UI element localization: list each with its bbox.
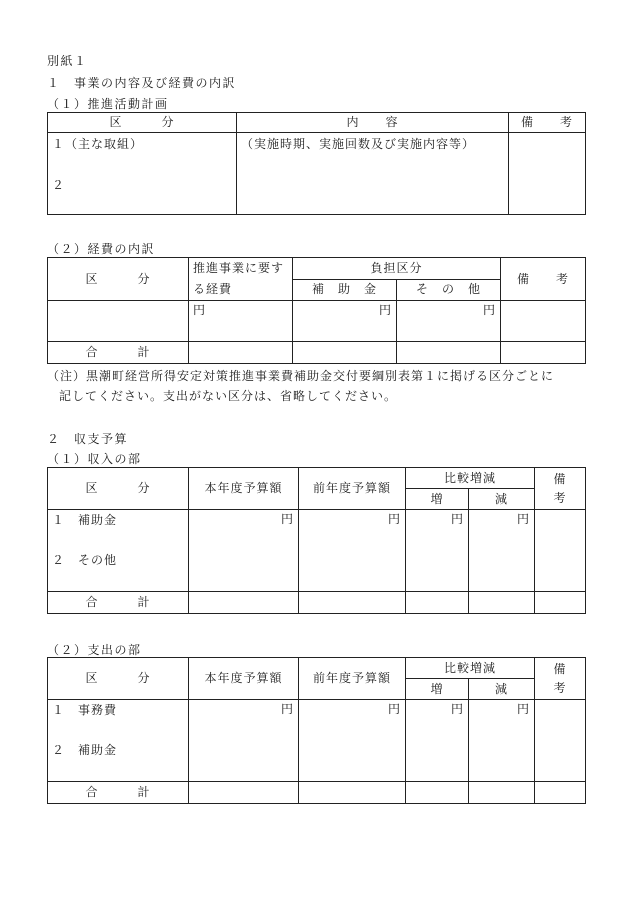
subsection-income-heading: （１）収入の部	[47, 452, 142, 466]
income-total-decrease	[469, 592, 535, 614]
cost-note-line-1: （注）黒潮町経営所得安定対策推進事業費補助金交付要綱別表第１に掲げる区分ごとに	[47, 369, 555, 383]
cost-note	[47, 366, 592, 406]
income-header-previous: 前年度予算額	[299, 468, 406, 510]
income-total-current	[189, 592, 299, 614]
expense-row-2-label: ２ 補助金	[52, 743, 118, 757]
income-total-label: 合 計	[48, 592, 189, 614]
expense-cell-previous: 円	[299, 700, 406, 782]
cost-total-subsidy	[293, 342, 397, 364]
plan-header-content: 内 容	[237, 113, 509, 133]
income-header-current: 本年度予算額	[189, 468, 299, 510]
cost-header-burden: 負担区分	[293, 258, 501, 280]
income-cell-decrease: 円	[469, 510, 535, 592]
plan-header-remarks: 備 考	[509, 113, 586, 133]
expense-total-remarks	[535, 782, 586, 804]
cost-note-line-2: 記してください。支出がない区分は、省略してください。	[59, 389, 398, 403]
cost-cell-other: 円	[397, 301, 501, 342]
expense-cell-current: 円	[189, 700, 299, 782]
income-table	[47, 467, 593, 614]
expense-total-previous	[299, 782, 406, 804]
income-total-remarks	[535, 592, 586, 614]
cost-header-category: 区 分	[48, 258, 189, 301]
plan-cell-remarks	[509, 133, 586, 215]
plan-cell-content	[237, 133, 509, 215]
cost-header-other: そ の 他	[397, 279, 501, 301]
plan-content-hint: （実施時期、実施回数及び実施内容等）	[241, 137, 476, 151]
income-total-increase	[406, 592, 469, 614]
cost-total-required	[189, 342, 293, 364]
income-cell-previous: 円	[299, 510, 406, 592]
expense-header-increase: 増	[406, 679, 469, 700]
expense-header-previous: 前年度予算額	[299, 658, 406, 700]
expense-row-1-label: １ 事務費	[52, 703, 118, 717]
expense-header-category: 区 分	[48, 658, 189, 700]
expense-header-decrease: 減	[469, 679, 535, 700]
income-header-compare: 比較増減	[406, 468, 535, 489]
cost-cell-subsidy: 円	[293, 301, 397, 342]
expense-cell-remarks	[535, 700, 586, 782]
plan-item-2: ２	[52, 178, 66, 192]
cost-header-required-line1: 推進事業に要す	[193, 261, 285, 275]
section-2-heading: ２ 収支予算	[47, 432, 129, 446]
cost-cell-category	[48, 301, 189, 342]
income-cell-remarks	[535, 510, 586, 592]
expense-total-label: 合 計	[48, 782, 189, 804]
cost-total-remarks	[501, 342, 586, 364]
cost-total-other	[397, 342, 501, 364]
section-1-heading: １ 事業の内容及び経費の内訳	[47, 76, 237, 90]
plan-item-1: １（主な取組）	[52, 137, 144, 151]
income-header-increase: 増	[406, 489, 469, 510]
expense-cell-decrease: 円	[469, 700, 535, 782]
income-header-remarks: 備 考	[535, 468, 586, 510]
income-cell-increase: 円	[406, 510, 469, 592]
cost-header-required-line2: る経費	[193, 282, 233, 296]
subsection-cost-heading: （２）経費の内訳	[47, 242, 156, 256]
expense-cell-category	[48, 700, 189, 782]
income-header-category: 区 分	[48, 468, 189, 510]
plan-header-category: 区 分	[48, 113, 237, 133]
plan-table	[47, 112, 586, 215]
income-header-decrease: 減	[469, 489, 535, 510]
income-row-1-label: １ 補助金	[52, 513, 118, 527]
cost-header-subsidy: 補 助 金	[293, 279, 397, 301]
income-total-previous	[299, 592, 406, 614]
cost-total-label: 合 計	[48, 342, 189, 364]
cost-cell-required: 円	[189, 301, 293, 342]
income-cell-current: 円	[189, 510, 299, 592]
plan-cell-category	[48, 133, 237, 215]
expense-table	[47, 657, 593, 804]
expense-total-decrease	[469, 782, 535, 804]
subsection-expense-heading: （２）支出の部	[47, 643, 142, 657]
expense-total-current	[189, 782, 299, 804]
cost-header-remarks: 備 考	[501, 258, 586, 301]
expense-header-compare: 比較増減	[406, 658, 535, 679]
income-row-2-label: ２ その他	[52, 553, 118, 567]
income-cell-category	[48, 510, 189, 592]
expense-header-remarks: 備 考	[535, 658, 586, 700]
subsection-plan-heading: （１）推進活動計画	[47, 97, 169, 111]
cost-header-required	[189, 258, 293, 301]
attachment-label: 別紙１	[47, 54, 88, 68]
expense-cell-increase: 円	[406, 700, 469, 782]
cost-cell-remarks	[501, 301, 586, 342]
cost-table	[47, 257, 586, 364]
expense-total-increase	[406, 782, 469, 804]
expense-header-current: 本年度予算額	[189, 658, 299, 700]
